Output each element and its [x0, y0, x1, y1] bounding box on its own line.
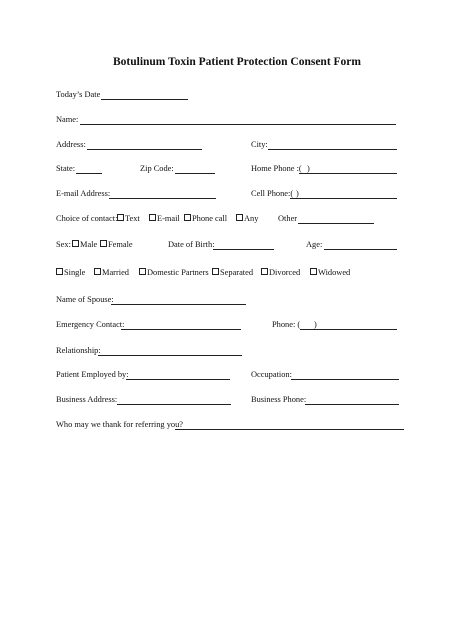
- sex-label: Sex:: [56, 240, 71, 249]
- choice-of-contact-label: Choice of contact:: [56, 214, 118, 223]
- widowed-option[interactable]: Widowed: [310, 268, 350, 278]
- phone-label: Phone: (: [272, 320, 301, 329]
- row-todays-date: [0, 90, 474, 103]
- row-spouse: [0, 295, 474, 308]
- business-address-field[interactable]: [117, 404, 231, 405]
- single-option[interactable]: Single: [56, 268, 85, 278]
- row-referral: [0, 420, 474, 433]
- occupation-label: Occupation:: [251, 370, 292, 379]
- home-phone-close-paren: ): [307, 164, 310, 173]
- form-title: Botulinum Toxin Patient Protection Consent Form: [112, 56, 361, 68]
- domestic-partners-option[interactable]: Domestic Partners: [139, 268, 209, 278]
- row-state-zip-phone: [0, 164, 474, 177]
- name-field[interactable]: [80, 124, 396, 125]
- city-field[interactable]: [268, 149, 397, 150]
- married-option[interactable]: Married: [94, 268, 129, 278]
- checkbox-icon[interactable]: [94, 268, 101, 275]
- row-choice-of-contact: [0, 214, 474, 227]
- dob-field[interactable]: [213, 249, 274, 250]
- todays-date-field[interactable]: [101, 99, 188, 100]
- contact-text-option[interactable]: Text: [117, 214, 140, 224]
- email-field[interactable]: [109, 198, 216, 199]
- row-emergency-contact: [0, 320, 474, 333]
- patient-employed-by-label: Patient Employed by:: [56, 370, 129, 379]
- checkbox-icon[interactable]: [310, 268, 317, 275]
- checkbox-icon[interactable]: [56, 268, 63, 275]
- row-name: [0, 115, 474, 128]
- checkbox-icon[interactable]: [117, 214, 124, 221]
- business-phone-field[interactable]: [305, 404, 399, 405]
- relationship-label: Relationship:: [56, 346, 101, 355]
- referral-field[interactable]: [175, 429, 404, 430]
- row-relationship: [0, 346, 474, 359]
- state-label: State:: [56, 164, 76, 173]
- checkbox-icon[interactable]: [236, 214, 243, 221]
- home-phone-label: Home Phone :(: [251, 164, 302, 173]
- spouse-label: Name of Spouse:: [56, 295, 114, 304]
- phone-field[interactable]: [300, 329, 397, 330]
- cell-phone-label: Cell Phone:(: [251, 189, 294, 198]
- age-label: Age:: [306, 240, 323, 249]
- sex-female-option[interactable]: Female: [100, 240, 133, 250]
- contact-any-option[interactable]: Any: [236, 214, 258, 224]
- contact-other-label: Other: [278, 214, 298, 223]
- row-marital-status: [0, 268, 474, 281]
- relationship-field[interactable]: [98, 355, 242, 356]
- row-business: [0, 395, 474, 408]
- sex-male-option[interactable]: Male: [72, 240, 97, 250]
- spouse-field[interactable]: [111, 304, 246, 305]
- checkbox-icon[interactable]: [139, 268, 146, 275]
- contact-phone-call-option[interactable]: Phone call: [184, 214, 227, 224]
- checkbox-icon[interactable]: [100, 240, 107, 247]
- row-email-cell: [0, 189, 474, 202]
- referral-label: Who may we thank for referring you?: [56, 420, 183, 429]
- divorced-option[interactable]: Divorced: [261, 268, 300, 278]
- city-label: City:: [251, 140, 268, 149]
- todays-date-label: Today’s Date: [56, 90, 101, 99]
- email-label: E-mail Address:: [56, 189, 111, 198]
- phone-close-paren: ): [314, 320, 317, 329]
- row-address: [0, 140, 474, 153]
- occupation-field[interactable]: [291, 379, 399, 380]
- cell-phone-close-paren: ): [296, 189, 299, 198]
- name-label: Name:: [56, 115, 79, 124]
- separated-option[interactable]: Separated: [212, 268, 253, 278]
- home-phone-field[interactable]: [299, 173, 397, 174]
- business-phone-label: Business Phone:: [251, 395, 307, 404]
- contact-other-field[interactable]: [298, 223, 374, 224]
- checkbox-icon[interactable]: [261, 268, 268, 275]
- checkbox-icon[interactable]: [212, 268, 219, 275]
- checkbox-icon[interactable]: [72, 240, 79, 247]
- checkbox-icon[interactable]: [184, 214, 191, 221]
- emergency-contact-field[interactable]: [121, 329, 241, 330]
- row-employment: [0, 370, 474, 383]
- age-field[interactable]: [324, 249, 397, 250]
- cell-phone-field[interactable]: [290, 198, 397, 199]
- contact-email-option[interactable]: E-mail: [149, 214, 180, 224]
- row-sex-dob-age: [0, 240, 474, 253]
- zip-label: Zip Code:: [140, 164, 174, 173]
- checkbox-icon[interactable]: [149, 214, 156, 221]
- address-label: Address:: [56, 140, 86, 149]
- patient-employed-by-field[interactable]: [126, 379, 230, 380]
- state-field[interactable]: [76, 173, 102, 174]
- emergency-contact-label: Emergency Contact:: [56, 320, 125, 329]
- address-field[interactable]: [87, 149, 202, 150]
- zip-field[interactable]: [175, 173, 215, 174]
- dob-label: Date of Birth:: [168, 240, 215, 249]
- business-address-label: Business Address:: [56, 395, 118, 404]
